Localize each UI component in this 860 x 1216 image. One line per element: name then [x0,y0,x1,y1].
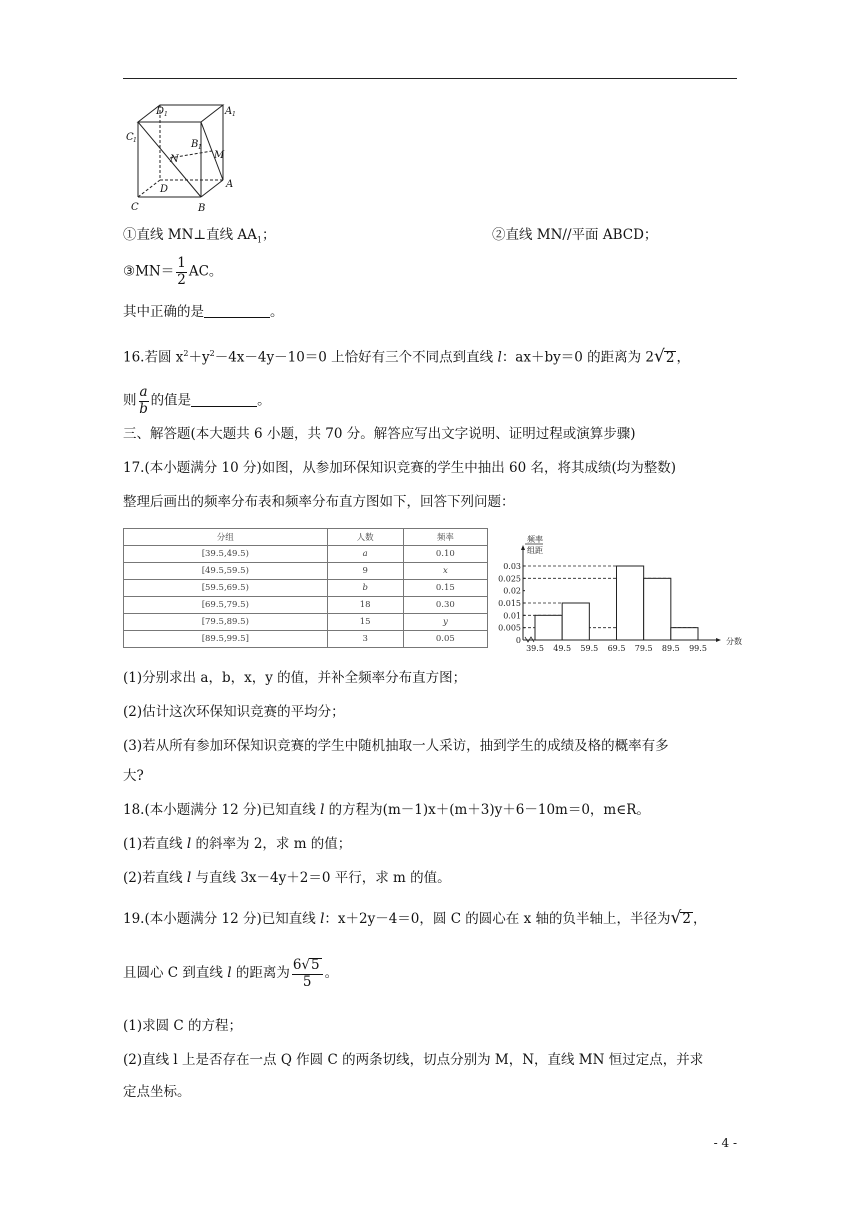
q19-text: 19.(本小题满分 12 分)已知直线 [123,911,321,927]
table-row [124,597,488,614]
table-cell: [59.5,69.5) [124,580,328,597]
histogram-bar [535,615,562,640]
q19-text: 且圆心 C 到直线 [123,965,228,981]
punct: ， [676,349,690,366]
q19-line-2 [123,958,338,989]
fraction-numerator [292,958,323,975]
punct: 。 [270,304,284,320]
table-cell: 0.10 [403,546,487,563]
axis-break-mark [525,637,534,642]
sqrt-argument: 2 [665,349,675,366]
q18-text: 与直线 3x－4y＋2＝0 平行，求 m 的值。 [191,870,451,886]
cube-label: C [131,202,139,213]
q16-text: 16.若圆 x [123,349,184,366]
y-tick-label: 0.03 [503,562,521,571]
q19-line-1 [123,908,706,929]
q15-ask-text: 其中正确的是 [123,304,204,320]
y-tick-label: 0.02 [503,586,521,596]
y-axis-arrow [521,545,525,550]
x-axis-arrow [716,638,721,642]
q19-sub-2-line-2: 定点坐标。 [123,1084,191,1100]
histogram-bar [644,578,671,640]
sqrt-argument: 5 [311,957,320,973]
sqrt-icon: √ [301,957,311,973]
table-cell: [39.5,49.5) [124,546,328,563]
cube-label: D [160,184,169,195]
table-row [124,563,488,580]
fraction-numerator: 1 [177,255,186,271]
y-tick-label: 0.015 [498,599,521,608]
q17-sub-3-line-1: (3)若从所有参加环保知识竞赛的学生中随机抽取一人采访，抽到学生的成绩及格的概率有多 [123,738,669,754]
answer-blank [191,392,257,407]
line-symbol: l [320,911,325,927]
table-cell: x [403,563,487,580]
q19-sub-1: (1)求圆 C 的方程； [123,1018,243,1034]
frequency-table [123,528,488,648]
q16-line-2 [123,386,271,416]
q16-text: －4x－4y－10＝0 上恰好有三个不同点到直线 [214,349,498,366]
line-symbol: l [186,836,192,852]
q17-sub-2: (2)估计这次环保知识竞赛的平均分； [123,704,345,720]
superscript: 2 [209,349,215,358]
q19-text: 的距离为 [231,965,290,981]
q16-line-1 [123,344,690,368]
q17-line-2: 整理后画出的频率分布表和频率分布直方图如下，回答下列问题： [123,494,515,510]
punct: 。 [257,392,271,409]
page-number: - 4 - [713,1136,737,1150]
y-axis-label-bottom: 组距 [527,546,543,555]
q18-text: (2)若直线 [123,870,187,886]
x-tick-label: 39.5 [526,644,544,653]
q18-line-1 [123,800,650,820]
cube-label: N [170,154,179,165]
q15-option-3-text: ③MN＝ [123,263,175,280]
table-cell: 0.05 [403,631,487,648]
table-header-cell: 人数 [327,529,403,546]
table-cell: 15 [327,614,403,631]
q19-sub-2-line-1: (2)直线 l 上是否存在一点 Q 作圆 C 的两条切线，切点分别为 M，N，直线 MN 恒过定点，并求 [123,1052,704,1068]
cube-label: 1 [164,111,168,118]
fraction-denominator: b [139,400,148,417]
cube-label: 1 [133,137,137,144]
y-tick-label: 0 [515,636,521,645]
q17-line-1: 17.(本小题满分 10 分)如图，从参加环保知识竞赛的学生中抽出 60 名，将其成绩(均为整数) [123,460,677,476]
sqrt-icon: √ [670,908,682,928]
cube-label: B [191,139,199,150]
table-row [124,580,488,597]
cube-label: A [225,106,233,117]
q18-sub-1 [123,834,351,854]
cube-label: 1 [198,144,202,151]
line-symbol: l [186,870,192,886]
table-row [124,546,488,563]
table-header-row [124,529,488,546]
histogram-bar [671,628,698,640]
q16-text: ：ax＋by＝0 的距离为 2 [501,349,655,366]
y-tick-label: 0.025 [498,574,521,584]
cube-figure [123,100,243,215]
table-cell: 3 [327,631,403,648]
histogram-bar [562,603,589,640]
table-cell: 0.15 [403,580,487,597]
q17-sub-3-line-2: 大? [123,768,144,784]
q18-text: 的方程为(m－1)x＋(m＋3)y＋6－10m＝0，m∈R。 [324,802,650,818]
y-tick-label: 0.005 [498,623,521,633]
answer-blank [204,303,270,318]
x-tick-label: 99.5 [689,644,707,653]
line-symbol: l [320,802,325,818]
q15-option-3-tail: AC。 [188,263,223,280]
x-axis-label: 分数 [726,637,742,646]
table-header-cell: 频率 [403,529,487,546]
q15-option-1 [123,225,276,251]
q16-text: ＋y [188,349,210,366]
table-cell: y [403,614,487,631]
cube-label: C [126,132,134,143]
table-header-cell: 分组 [124,529,328,546]
fraction-denominator: 2 [177,271,186,288]
q18-text: 18.(本小题满分 12 分)已知直线 [123,802,321,818]
q19-text: ：x＋2y－4＝0，圆 C 的圆心在 x 轴的负半轴上，半径为 [324,911,671,927]
superscript: 2 [183,349,189,358]
q15-option-1-text: ①直线 MN⊥直线 AA [123,227,257,243]
table-cell: [49.5,59.5) [124,563,328,580]
x-tick-label: 79.5 [634,644,653,653]
table-cell: 9 [327,563,403,580]
q17-sub-1: (1)分别求出 a，b，x，y 的值，并补全频率分布直方图； [123,670,467,686]
x-tick-label: 59.5 [580,644,599,653]
punct: ， [692,911,707,927]
sqrt-icon: √ [654,346,665,367]
table-row [124,614,488,631]
y-axis-label-top: 频率 [527,535,543,544]
x-tick-label: 69.5 [607,644,626,653]
fraction-numerator: a [139,384,148,400]
y-tick-label: 0.01 [503,611,521,621]
q18-text: 的斜率为 2，求 m 的值； [191,836,352,852]
q15-option-3 [123,257,222,287]
table-cell: [69.5,79.5) [124,597,328,614]
histogram-bar [617,566,644,640]
cube-label: D [156,106,165,117]
sqrt-argument: 2 [682,911,691,927]
q18-sub-2 [123,868,451,888]
fraction [176,257,187,287]
section-3-heading: 三、解答题(本大题共 6 小题，共 70 分。解答应写出文字说明、证明过程或演算步骤) [123,426,636,442]
line-symbol: l [227,965,232,981]
fraction [139,386,149,416]
cube-label: A [226,179,234,190]
table-row [124,631,488,648]
cube-label: M [214,150,225,161]
table-cell: 18 [327,597,403,614]
table-cell: [89.5,99.5] [124,631,328,648]
header-rule [123,78,737,79]
q16-ask-text: 的值是 [150,392,192,409]
q15-question [123,302,284,322]
table-cell: [79.5,89.5) [124,614,328,631]
frequency-histogram [493,532,742,657]
punct: 。 [324,965,339,981]
table-cell: 0.30 [403,597,487,614]
line-symbol: l [497,349,502,366]
cube-label: 1 [232,111,236,118]
punct: ； [262,227,276,243]
coefficient: 6 [292,957,302,973]
table-cell: b [327,580,403,597]
fraction [292,958,323,989]
table-cell: a [327,546,403,563]
q18-text: (1)若直线 [123,836,187,852]
x-tick-label: 89.5 [661,644,680,653]
cube-label: B [198,203,206,214]
fraction-denominator: 5 [302,973,312,990]
x-tick-label: 49.5 [553,644,572,653]
q15-option-2: ②直线 MN//平面 ABCD； [492,227,658,243]
q16-ask-text: 则 [123,392,137,409]
subscript: 1 [256,235,263,245]
